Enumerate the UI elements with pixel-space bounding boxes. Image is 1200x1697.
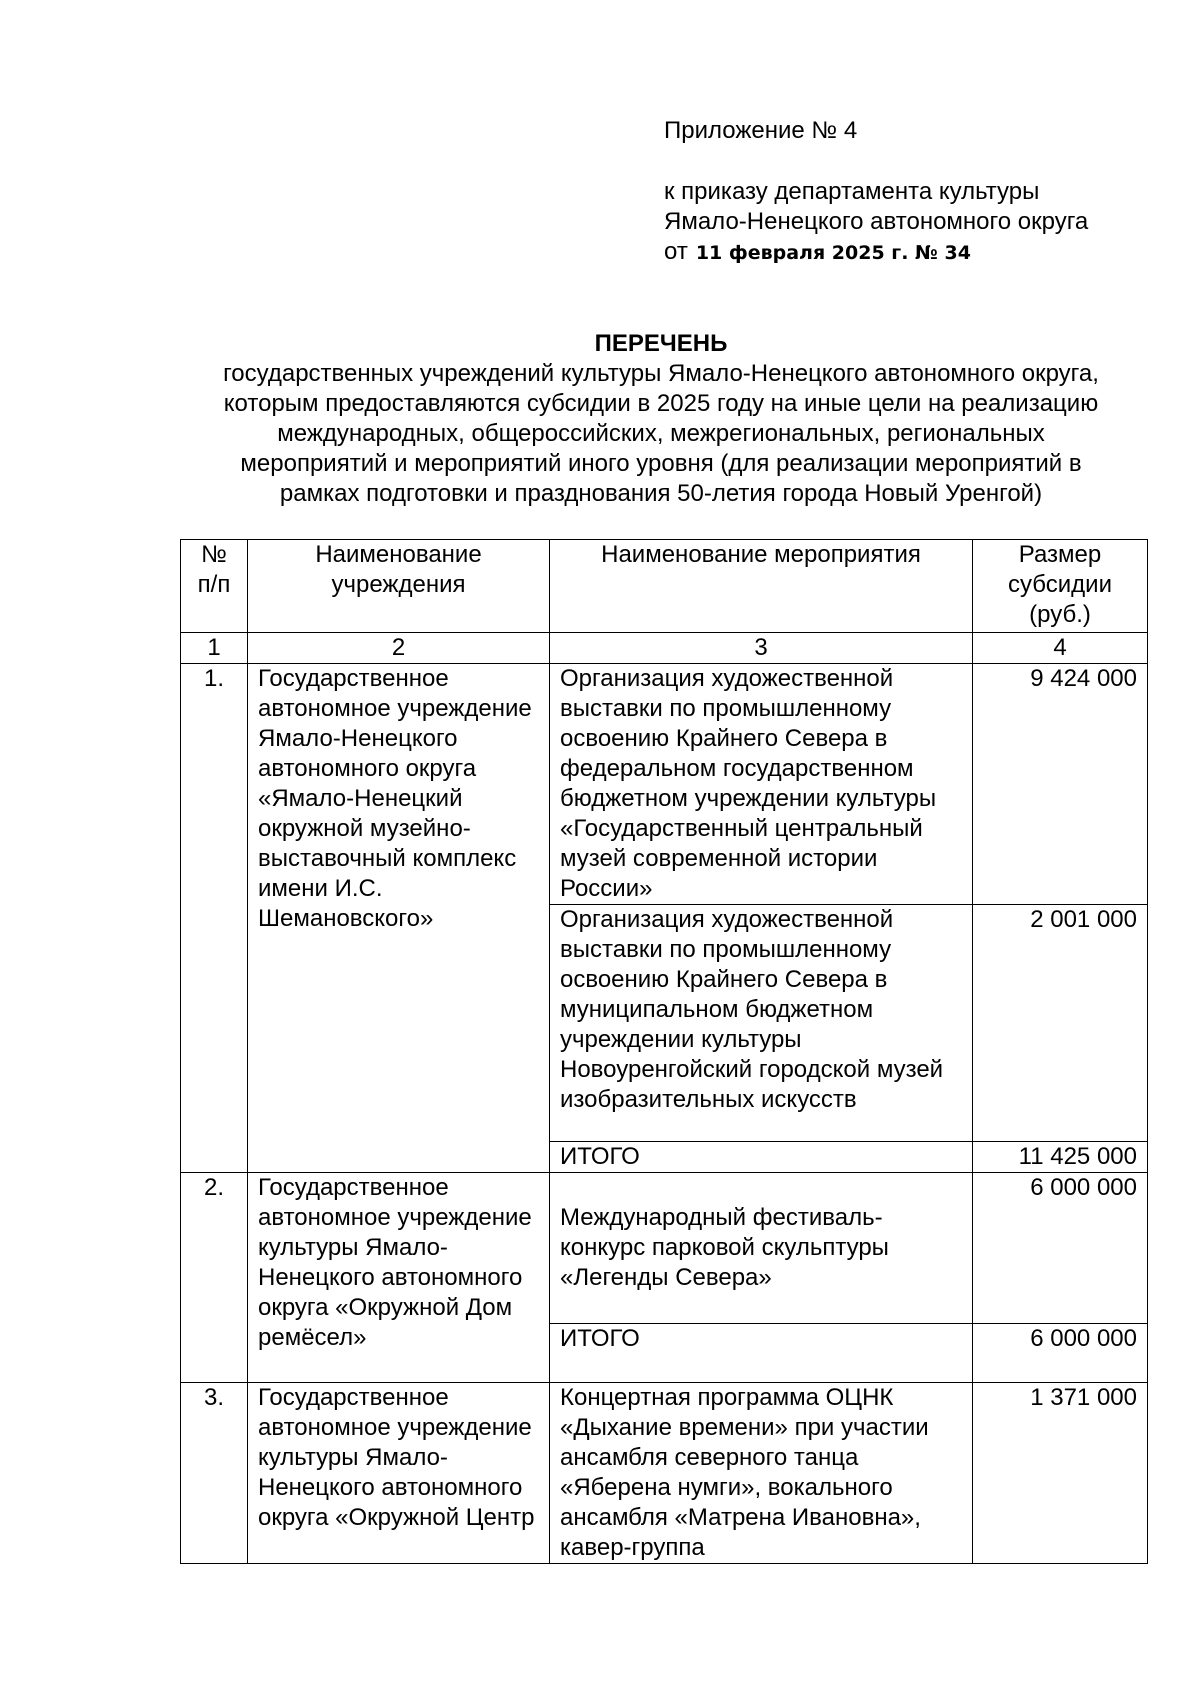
appendix-from-label: от [664, 238, 688, 265]
heading-line: международных, общероссийских, межрегиональных, региональных [277, 420, 1045, 447]
row-number: 2. [181, 1173, 248, 1383]
column-number: 4 [973, 633, 1148, 664]
row-number: 1. [181, 664, 248, 1173]
subsidy-amount: 2 001 000 [973, 905, 1148, 1142]
event-name: Организация художественной выставки по промышленному освоению Крайнего Севера в муниципальном бюджетном учреждении культуры Новоуренгойский городской музей изобразительных искусств [550, 905, 973, 1142]
table-row [181, 1173, 1148, 1324]
table-header-row [181, 540, 1148, 633]
appendix-order-date: 11 февраля 2025 г. № 34 [695, 242, 971, 264]
heading-line: государственных учреждений культуры Ямало-Ненецкого автономного округа, [223, 360, 1099, 387]
heading-line: мероприятий и мероприятий иного уровня (для реализации мероприятий в [240, 450, 1082, 477]
appendix-order-line1: к приказу департамента культуры [664, 178, 1040, 205]
column-number: 1 [181, 633, 248, 664]
total-amount: 11 425 000 [973, 1142, 1148, 1173]
appendix-title: Приложение № 4 [664, 117, 858, 144]
document-heading [160, 329, 1162, 509]
event-name: Организация художественной выставки по промышленному освоению Крайнего Севера в федеральном государственном бюджетном учреждении культуры «Государственный центральный музей современной истории России» [550, 664, 973, 905]
heading-line: рамках подготовки и празднования 50-летия города Новый Уренгой) [279, 480, 1043, 507]
column-number-row [181, 633, 1148, 664]
subsidy-amount: 1 371 000 [973, 1383, 1148, 1564]
row-number: 3. [181, 1383, 248, 1564]
header-amount: Размер субсидии (руб.) [973, 540, 1148, 633]
event-name: Концертная программа ОЦНК «Дыхание времени» при участии ансамбля северного танца «Яберена нумги», вокального ансамбля «Матрена Ивановна», кавер-группа [550, 1383, 973, 1564]
subsidy-amount: 6 000 000 [973, 1173, 1148, 1324]
event-name: Международный фестиваль-конкурс парковой скульптуры «Легенды Севера» [550, 1173, 973, 1324]
table-row [181, 1383, 1148, 1564]
institution-name: Государственное автономное учреждение культуры Ямало-Ненецкого автономного округа «Окружной Центр [248, 1383, 550, 1564]
column-number: 3 [550, 633, 973, 664]
total-label: ИТОГО [550, 1324, 973, 1383]
total-label: ИТОГО [550, 1142, 973, 1173]
total-amount: 6 000 000 [973, 1324, 1148, 1383]
appendix-order-line2: Ямало-Ненецкого автономного округа [664, 208, 1089, 235]
subsidy-amount: 9 424 000 [973, 664, 1148, 905]
appendix-order-date-line [664, 237, 1088, 268]
document-title: ПЕРЕЧЕНЬ [594, 330, 728, 357]
subsidy-table [180, 539, 1148, 1564]
appendix-header [664, 116, 1088, 268]
header-event: Наименование мероприятия [550, 540, 973, 633]
institution-name: Государственное автономное учреждение культуры Ямало-Ненецкого автономного округа «Окружной Дом ремёсел» [248, 1173, 550, 1383]
institution-name: Государственное автономное учреждение Ямало-Ненецкого автономного округа «Ямало-Ненецкий окружной музейно-выставочный комплекс имени И.С. Шемановского» [248, 664, 550, 1173]
table-row [181, 664, 1148, 905]
header-institution: Наименование учреждения [248, 540, 550, 633]
column-number: 2 [248, 633, 550, 664]
header-number: № п/п [181, 540, 248, 633]
heading-line: которым предоставляются субсидии в 2025 году на иные цели на реализацию [223, 390, 1099, 417]
